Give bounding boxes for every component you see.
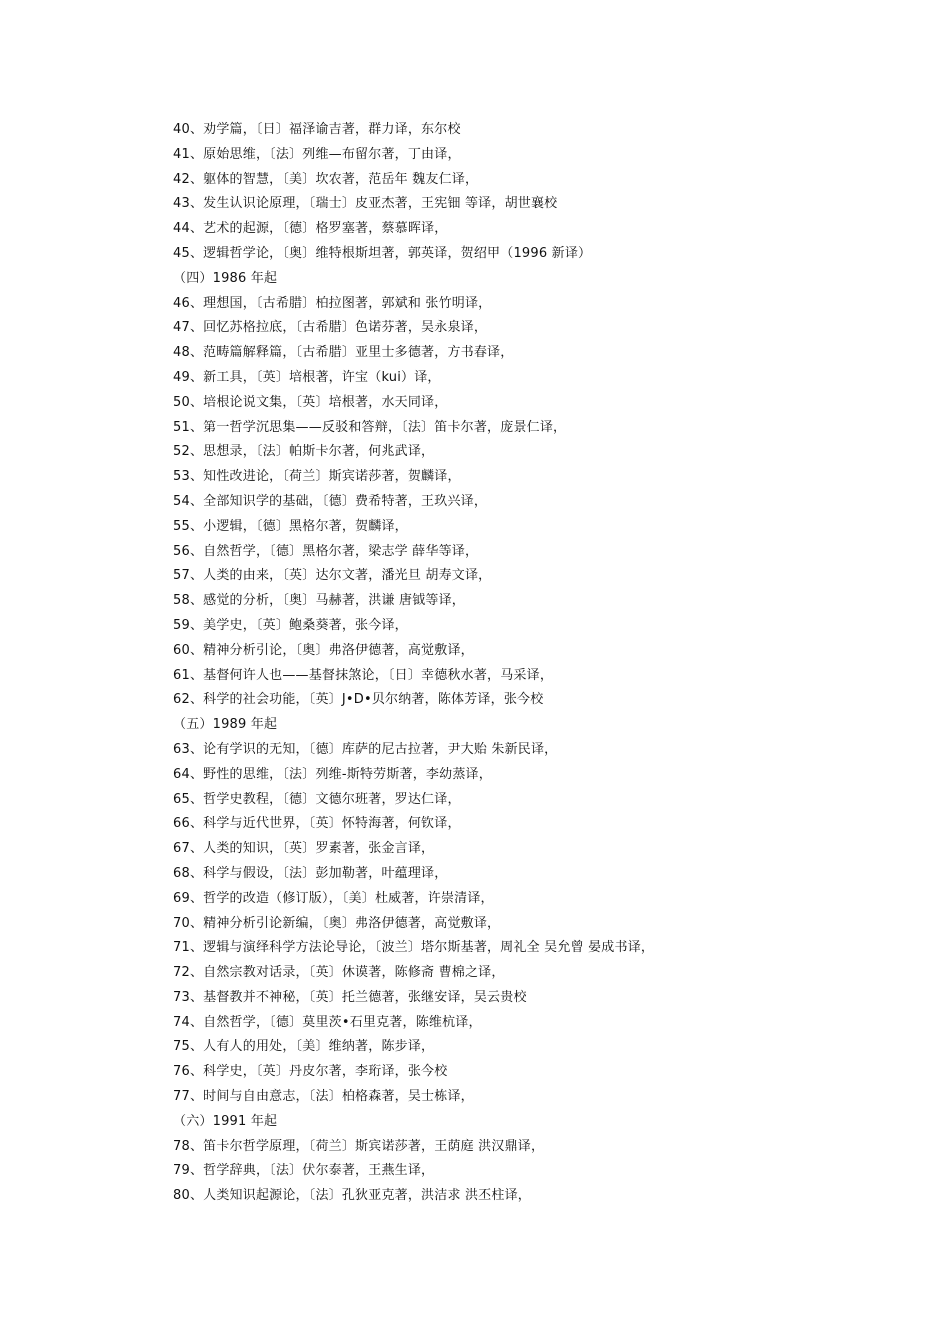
list-item: 68、科学与假设，〔法〕彭加勒著，叶蕴理译，: [173, 865, 448, 881]
list-item: 43、发生认识论原理，〔瑞士〕皮亚杰著，王宪钿 等译，胡世襄校: [173, 196, 558, 212]
list-item: 40、劝学篇，〔日〕福泽谕吉著，群力译，东尔校: [173, 122, 461, 137]
section-heading: （六）1991 年起: [173, 1113, 278, 1129]
list-item: 50、培根论说文集，〔英〕培根著，水天同译，: [173, 394, 448, 410]
list-item: 61、基督何许人也——基督抹煞论，〔日〕幸德秋水著，马采译，: [173, 667, 554, 683]
list-item: 41、原始思维，〔法〕列维—布留尔著，丁由译，: [173, 146, 461, 162]
list-item: 47、回忆苏格拉底，〔古希腊〕色诺芬著，吴永泉译，: [173, 320, 488, 336]
list-item: 64、野性的思维，〔法〕列维-斯特劳斯著，李幼蒸译，: [173, 766, 492, 782]
list-item: 75、人有人的用处，〔美〕维纳著，陈步译，: [173, 1039, 435, 1055]
list-item: 58、感觉的分析，〔奥〕马赫著，洪谦 唐钺等译，: [173, 593, 465, 609]
list-item: 56、自然哲学，〔德〕黑格尔著，梁志学 薛华等译，: [173, 543, 479, 559]
list-item: 48、范畴篇解释篇，〔古希腊〕亚里士多德著，方书春译，: [173, 345, 514, 361]
list-item: 63、论有学识的无知，〔德〕库萨的尼古拉著，尹大贻 朱新民译，: [173, 741, 558, 757]
list-item: 77、时间与自由意志，〔法〕柏格森著，吴士栋译，: [173, 1089, 474, 1105]
list-item: 45、逻辑哲学论，〔奥〕维特根斯坦著，郭英译，贺绍甲（1996 新译）: [173, 245, 592, 261]
section-heading: （五）1989 年起: [173, 717, 278, 733]
list-item: 72、自然宗教对话录，〔英〕休谟著，陈修斋 曹棉之译，: [173, 965, 505, 981]
list-item: 60、精神分析引论，〔奥〕弗洛伊德著，高觉敷译，: [173, 642, 474, 658]
list-item: 66、科学与近代世界，〔英〕怀特海著，何钦译，: [173, 816, 461, 832]
list-item: 44、艺术的起源，〔德〕格罗塞著，蔡慕晖译，: [173, 221, 448, 237]
list-item: 79、哲学辞典，〔法〕伏尔泰著，王燕生译，: [173, 1163, 435, 1179]
list-item: 51、第一哲学沉思集——反驳和答辩，〔法〕笛卡尔著，庞景仁译，: [173, 419, 567, 435]
list-item: 74、自然哲学，〔德〕莫里茨•石里克著，陈维杭译，: [173, 1014, 482, 1030]
list-item: 57、人类的由来，〔英〕达尔文著，潘光旦 胡寿文译，: [173, 568, 492, 584]
list-item: 59、美学史，〔英〕鲍桑葵著，张今译，: [173, 617, 408, 633]
list-item: 42、躯体的智慧，〔美〕坎农著，范岳年 魏友仁译，: [173, 171, 479, 187]
list-item: 53、知性改进论，〔荷兰〕斯宾诺莎著，贺麟译，: [173, 469, 461, 485]
list-item: 46、理想国，〔古希腊〕柏拉图著，郭斌和 张竹明译，: [173, 295, 492, 311]
list-item: 62、科学的社会功能，〔英〕J•D•贝尔纳著，陈体芳译，张今校: [173, 692, 544, 708]
list-item: 73、基督教并不神秘，〔英〕托兰德著，张继安译，吴云贵校: [173, 989, 527, 1005]
book-list: [173, 118, 893, 1209]
list-item: 76、科学史，〔英〕丹皮尔著，李珩译，张今校: [173, 1064, 448, 1080]
list-item: 54、全部知识学的基础，〔德〕费希特著，王玖兴译，: [173, 493, 488, 509]
list-item: 80、人类知识起源论，〔法〕孔狄亚克著，洪洁求 洪丕柱译，: [173, 1188, 531, 1204]
list-item: 67、人类的知识，〔英〕罗素著，张金言译，: [173, 841, 435, 857]
list-item: 49、新工具，〔英〕培根著，许宝（kui）译，: [173, 369, 441, 385]
list-item: 69、哲学的改造（修订版），〔美〕杜威著，许崇清译，: [173, 890, 494, 906]
list-item: 71、逻辑与演绎科学方法论导论，〔波兰〕塔尔斯基著，周礼全 吴允曾 晏成书译，: [173, 940, 655, 956]
list-item: 65、哲学史教程，〔德〕文德尔班著，罗达仁译，: [173, 791, 461, 807]
list-item: 52、思想录，〔法〕帕斯卡尔著，何兆武译，: [173, 444, 435, 460]
list-item: 78、笛卡尔哲学原理，〔荷兰〕斯宾诺莎著，王荫庭 洪汉鼎译，: [173, 1138, 545, 1154]
list-item: 70、精神分析引论新编，〔奥〕弗洛伊德著，高觉敷译，: [173, 915, 501, 931]
list-item: 55、小逻辑，〔德〕黑格尔著，贺麟译，: [173, 518, 408, 534]
section-heading: （四）1986 年起: [173, 270, 278, 286]
